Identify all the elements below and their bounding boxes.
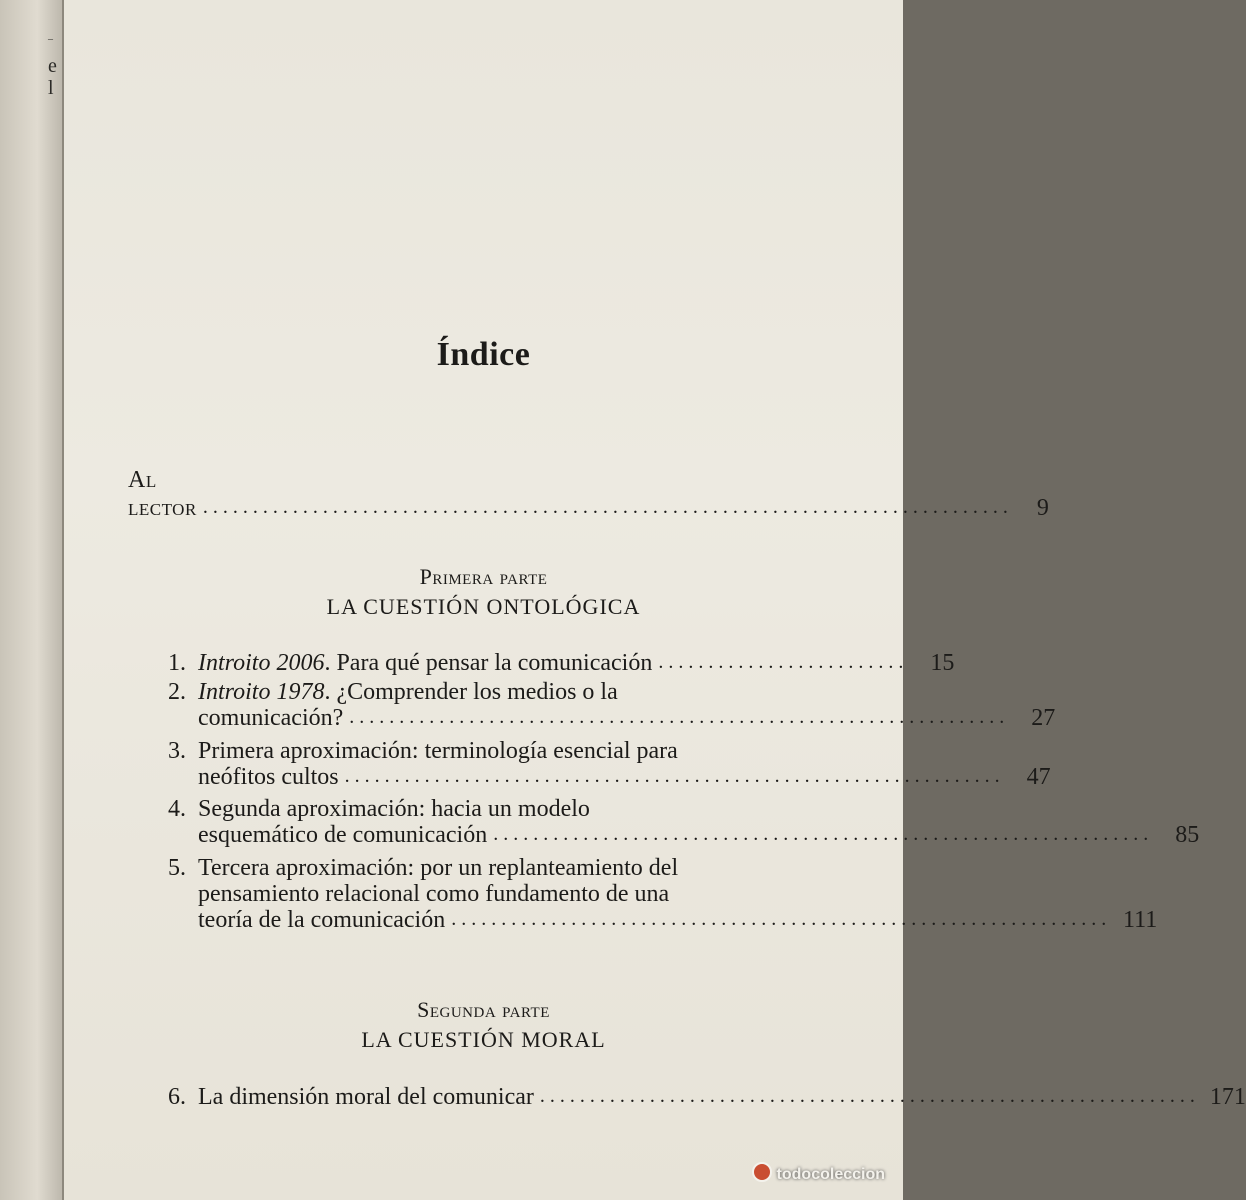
toc-entry-al-lector <box>128 466 1049 522</box>
dot-leader: ......................... <box>658 651 909 673</box>
part-label: Segunda parte <box>417 997 550 1022</box>
entry-italic: Introito 1978 <box>198 679 325 705</box>
toc-page-number: 111 <box>1123 907 1158 933</box>
toc-page-number: 47 <box>1026 764 1051 790</box>
toc-entry-label: Al lector <box>128 467 197 521</box>
dot-leader: .................................................................. <box>344 765 1005 787</box>
part-title: LA CUESTIÓN MORAL <box>361 1027 606 1052</box>
left-page-fragment: l <box>48 77 54 99</box>
toc-page-number: 27 <box>1031 705 1056 731</box>
watermark-text: todocoleccion <box>776 1166 885 1183</box>
entry-text: teoría de la comunicación <box>198 907 446 933</box>
entry-text: pensamiento relacional como fundamento de una <box>198 881 670 907</box>
entry-text: Primera aproximación: terminología esencial para <box>198 738 678 764</box>
dot-leader: ................................................................................. <box>202 496 1013 518</box>
book-page <box>64 0 1246 1200</box>
entry-text: esquemático de comunicación <box>198 822 488 848</box>
toc-entry <box>164 796 1200 848</box>
entry-text: . Para qué pensar la comunicación <box>324 650 653 676</box>
entry-number: 3. <box>168 738 186 764</box>
part-title: LA CUESTIÓN ONTOLÓGICA <box>326 594 641 619</box>
watermark <box>752 1162 885 1184</box>
left-page-fragment: – <box>48 34 53 45</box>
toc-page-number: 85 <box>1175 822 1200 848</box>
left-page-fragment: e <box>48 55 57 77</box>
entry-text: . ¿Comprender los medios o la <box>324 679 618 705</box>
entry-text: Tercera aproximación: por un replanteamiento del <box>198 855 679 881</box>
entry-italic: Introito 2006 <box>198 650 325 676</box>
entry-text: comunicación? <box>198 705 344 731</box>
dot-leader: .................................................................. <box>349 706 1010 728</box>
watermark-logo-icon <box>752 1162 772 1182</box>
toc-entry <box>164 855 1158 933</box>
toc-entry <box>164 650 955 676</box>
dot-leader: .................................................................. <box>451 908 1112 930</box>
entry-number: 5. <box>168 855 186 881</box>
entry-text: neófitos cultos <box>198 764 339 790</box>
part-label: Primera parte <box>419 564 548 589</box>
entry-number: 1. <box>168 650 186 676</box>
toc-page-number: 15 <box>930 650 955 676</box>
entry-number: 6. <box>168 1084 186 1110</box>
entry-text: La dimensión moral del comunicar <box>198 1084 534 1110</box>
entry-number: 2. <box>168 679 186 705</box>
left-page-edge <box>0 0 64 1200</box>
toc-entry <box>164 679 1056 731</box>
dot-leader: .................................................................. <box>493 823 1154 845</box>
dot-leader: .................................................................. <box>539 1085 1200 1107</box>
page-title: Índice <box>436 336 531 373</box>
toc-page-number: 171 <box>1209 1084 1246 1110</box>
toc-entry <box>164 1084 1246 1110</box>
toc-entry <box>164 738 1051 790</box>
toc-page-number: 9 <box>1036 495 1049 521</box>
entry-number: 4. <box>168 796 186 822</box>
entry-text: Segunda aproximación: hacia un modelo <box>198 796 590 822</box>
